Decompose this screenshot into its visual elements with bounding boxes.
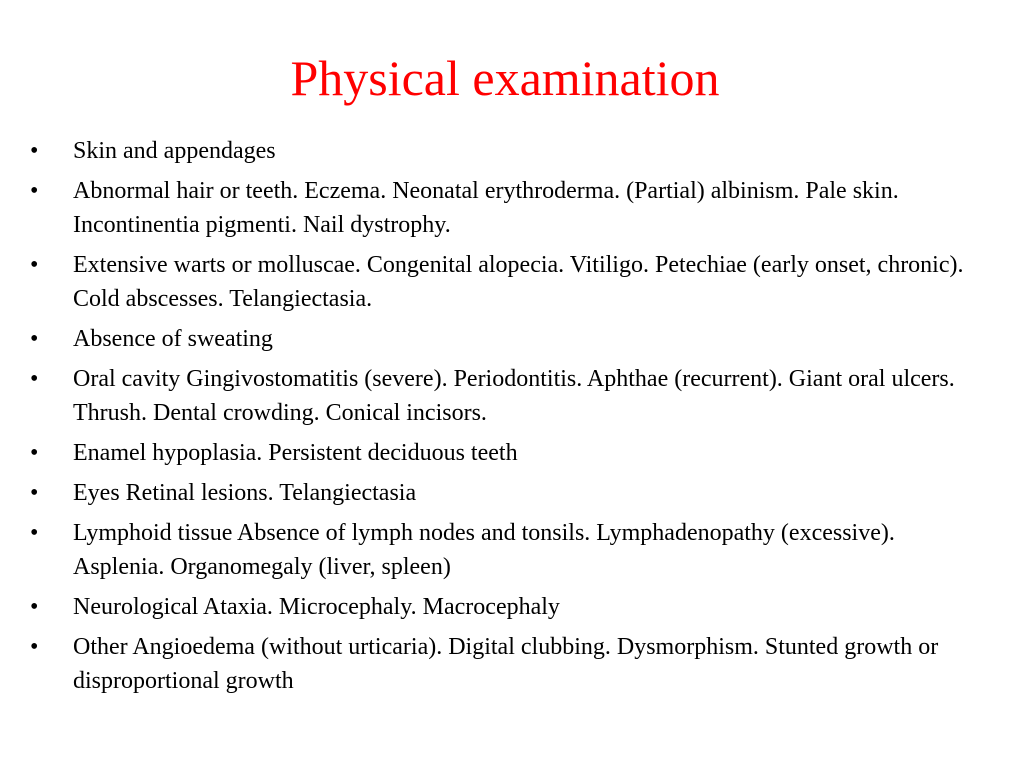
bullet-item bbox=[0, 630, 1010, 698]
bullet-item bbox=[0, 362, 1010, 430]
bullet-text: Absence of sweating bbox=[73, 326, 273, 352]
bullet-icon: • bbox=[30, 634, 39, 660]
bullet-text: Oral cavity Gingivostomatitis (severe). Periodontitis. Aphthae (recurrent). Giant oral ulcers. Thrush. Dental crowding. Conical incisors. bbox=[73, 366, 955, 426]
bullet-text: Eyes Retinal lesions. Telangiectasia bbox=[73, 480, 417, 506]
bullet-item bbox=[0, 322, 1010, 356]
bullet-text: Lymphoid tissue Absence of lymph nodes and tonsils. Lymphadenopathy (excessive). Asplenia. Organomegaly (liver, spleen) bbox=[73, 520, 895, 580]
bullet-item bbox=[0, 134, 1010, 168]
bullet-icon: • bbox=[30, 138, 39, 164]
bullet-icon: • bbox=[30, 594, 39, 620]
bullet-item bbox=[0, 476, 1010, 510]
bullet-text: Extensive warts or molluscae. Congenital alopecia. Vitiligo. Petechiae (early onset, chronic). Cold abscesses. Telangiectasia. bbox=[73, 252, 964, 312]
bullet-icon: • bbox=[30, 520, 39, 546]
bullet-icon: • bbox=[30, 326, 39, 352]
bullet-item bbox=[0, 516, 1010, 584]
bullet-icon: • bbox=[30, 440, 39, 466]
bullet-item bbox=[0, 174, 1010, 242]
bullet-text: Enamel hypoplasia. Persistent deciduous teeth bbox=[73, 440, 518, 466]
bullet-icon: • bbox=[30, 366, 39, 392]
bullet-icon: • bbox=[30, 178, 39, 204]
bullet-text: Abnormal hair or teeth. Eczema. Neonatal erythroderma. (Partial) albinism. Pale skin. Incontinentia pigmenti. Nail dystrophy. bbox=[73, 178, 899, 238]
bullet-item bbox=[0, 590, 1010, 624]
bullet-text: Other Angioedema (without urticaria). Digital clubbing. Dysmorphism. Stunted growth or disproportional growth bbox=[73, 634, 939, 694]
bullet-icon: • bbox=[30, 252, 39, 278]
bullet-item bbox=[0, 248, 1010, 316]
slide-title: Physical examination bbox=[290, 50, 720, 106]
bullet-text: Skin and appendages bbox=[73, 138, 276, 164]
bullet-icon: • bbox=[30, 480, 39, 506]
bullet-item bbox=[0, 436, 1010, 470]
bullet-text: Neurological Ataxia. Microcephaly. Macrocephaly bbox=[73, 594, 560, 620]
bullet-list bbox=[0, 134, 1010, 704]
